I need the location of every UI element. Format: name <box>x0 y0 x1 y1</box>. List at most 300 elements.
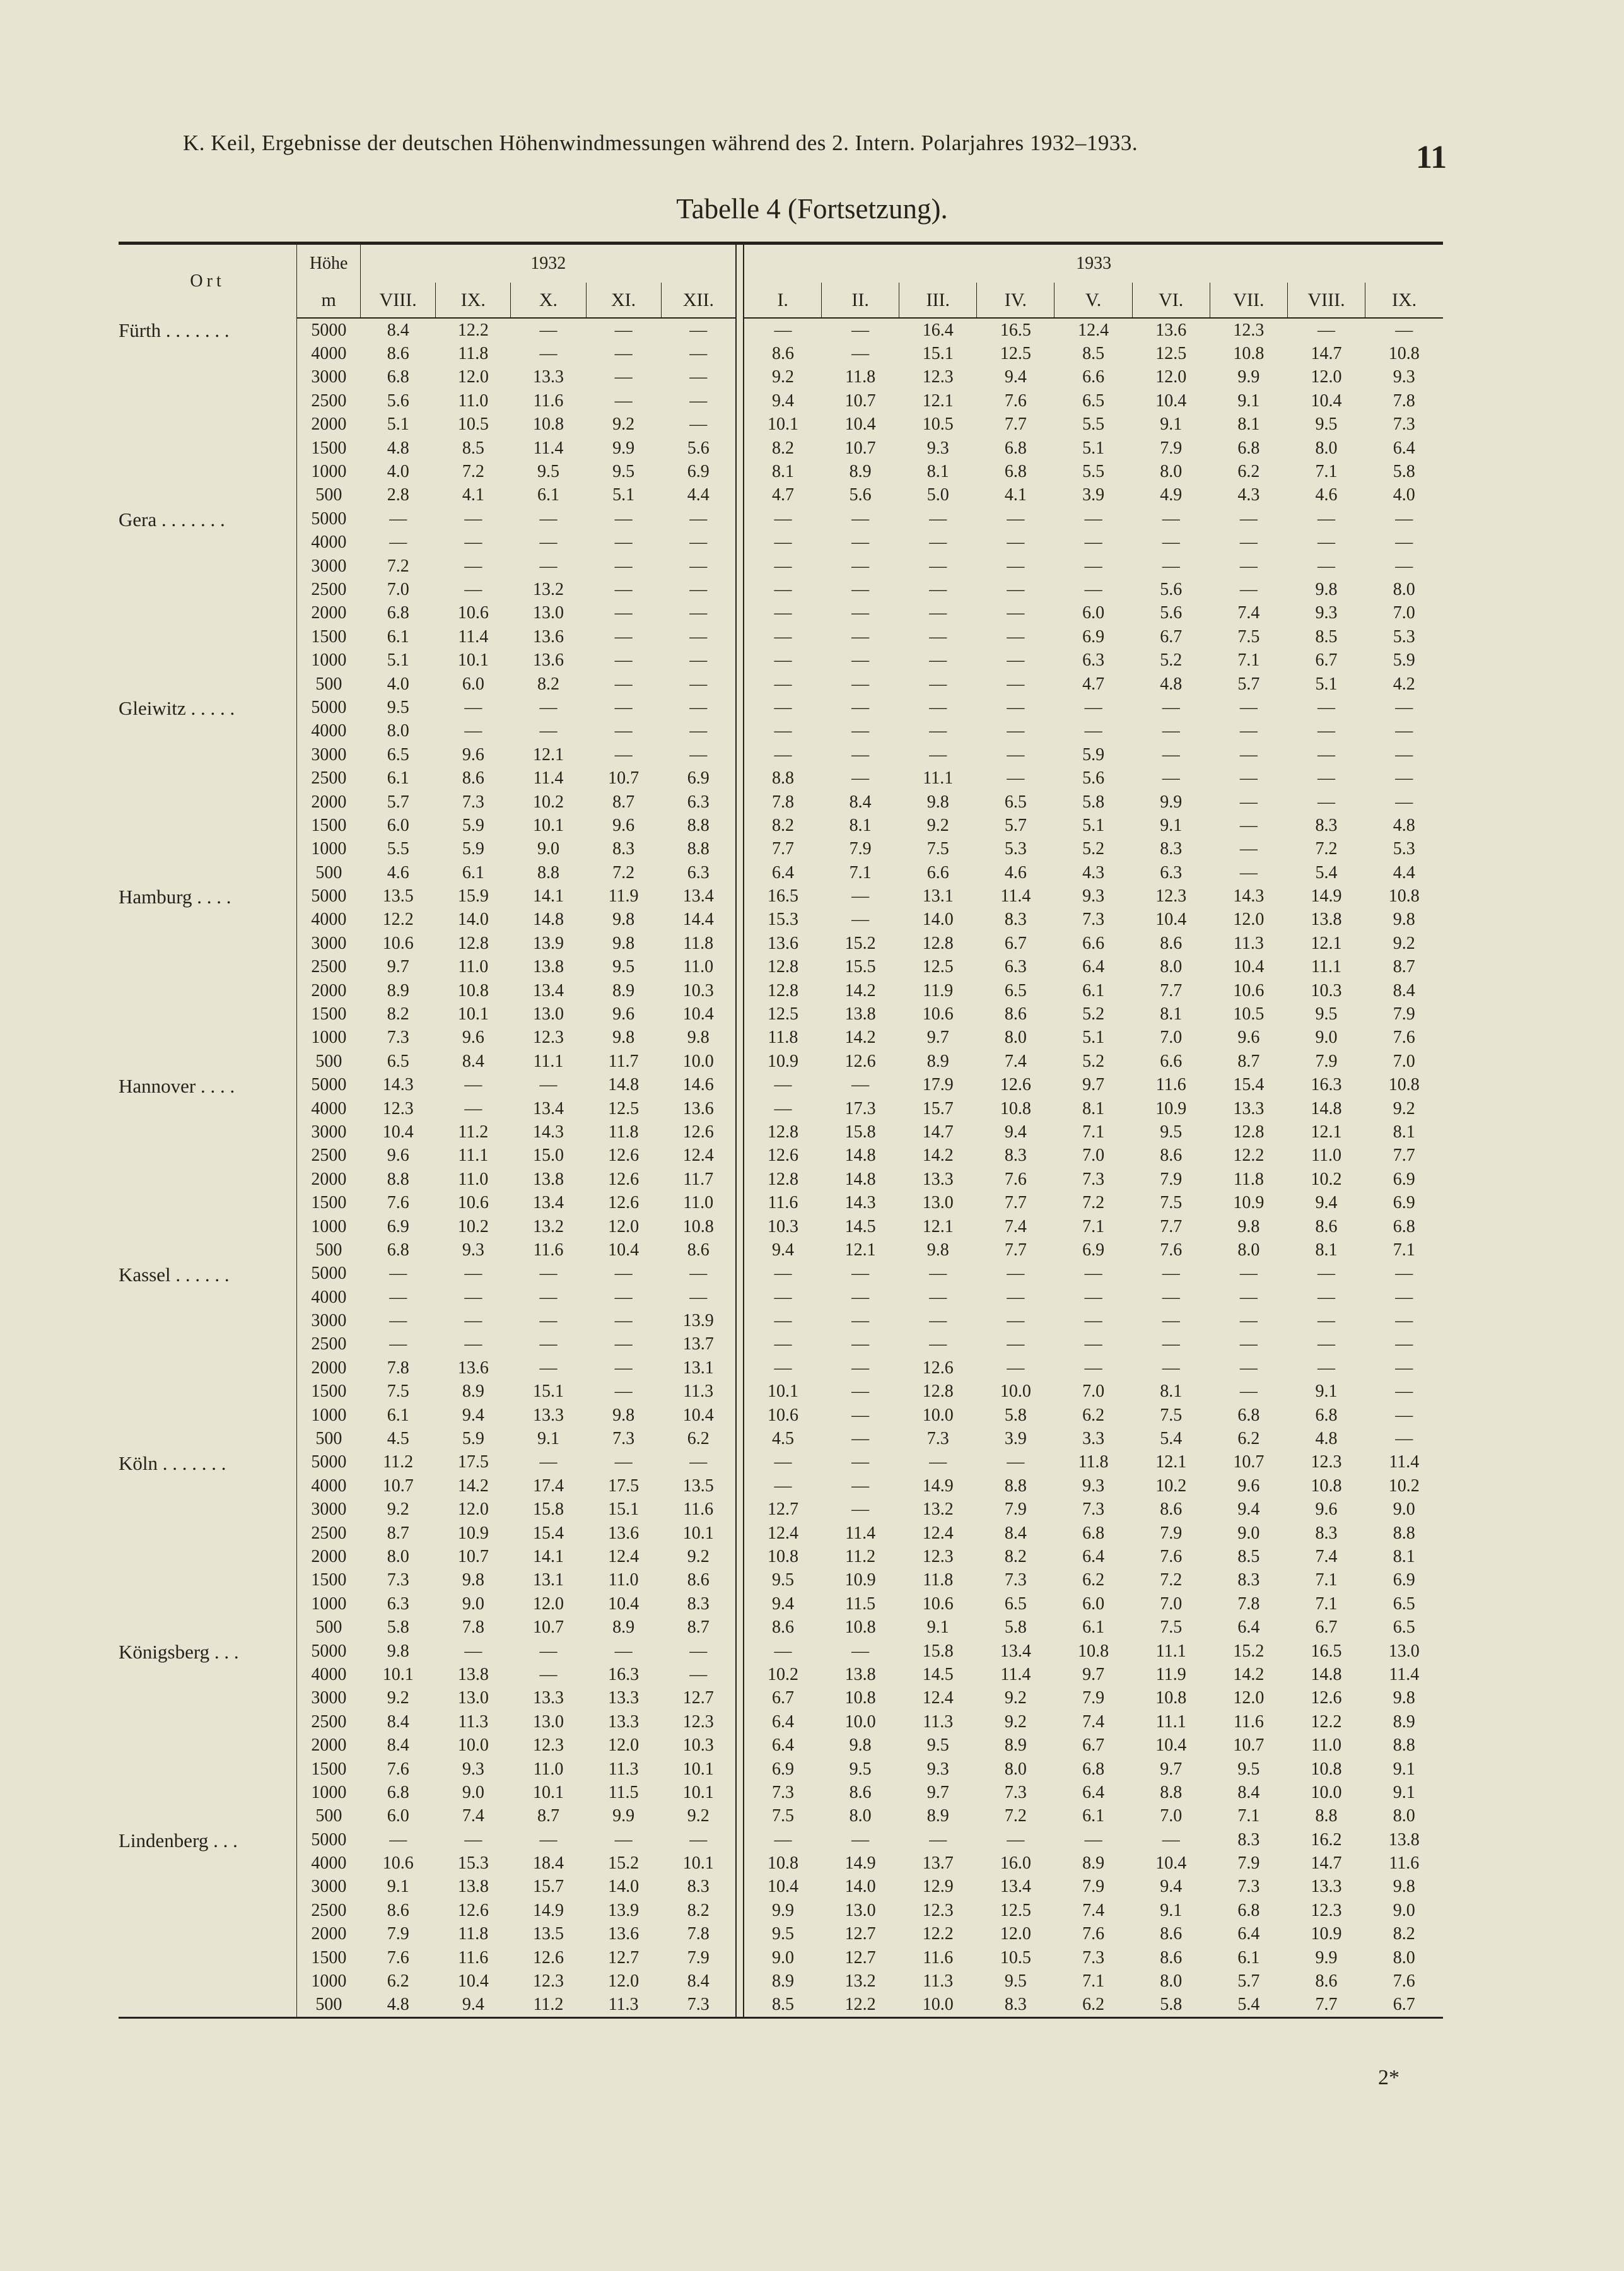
value-cell: 7.3 <box>462 792 484 812</box>
year-separator-cell <box>736 437 744 460</box>
value-cell: — <box>389 1287 407 1307</box>
value-cell: 9.7 <box>1082 1664 1105 1684</box>
value-cell: 12.6 <box>844 1051 876 1071</box>
altitude-cell: 2500 <box>297 766 361 790</box>
value-cell: 6.9 <box>687 768 710 789</box>
value-cell: 13.0 <box>532 603 564 623</box>
value-cell: — <box>1162 1334 1180 1354</box>
value-cell: 11.3 <box>458 1711 489 1732</box>
value-cell: 13.3 <box>532 367 564 387</box>
value-cell: 9.0 <box>771 1947 794 1968</box>
value-cell: — <box>851 1405 870 1425</box>
value-cell: 14.8 <box>844 1146 876 1166</box>
value-cell: — <box>539 344 558 364</box>
table-row <box>119 1616 1443 1639</box>
value-cell: 8.3 <box>687 1593 710 1614</box>
altitude-cell: 1500 <box>297 1946 361 1969</box>
value-cell: — <box>774 1829 792 1850</box>
value-cell: 14.9 <box>922 1476 954 1496</box>
altitude-cell: 5000 <box>297 1451 361 1474</box>
value-cell: 13.2 <box>844 1971 876 1992</box>
value-cell: 6.8 <box>1004 438 1027 458</box>
value-cell: 7.5 <box>1160 1405 1183 1425</box>
value-cell: 12.0 <box>608 1971 640 1992</box>
value-cell: — <box>1162 721 1180 741</box>
value-cell: — <box>1162 768 1180 789</box>
value-cell: 6.4 <box>1082 957 1105 977</box>
value-cell: 9.5 <box>612 462 635 482</box>
table-row <box>119 1474 1443 1498</box>
value-cell: — <box>851 697 870 717</box>
value-cell: 10.5 <box>457 414 489 435</box>
value-cell: 14.8 <box>532 910 564 930</box>
value-cell: 8.4 <box>387 320 409 340</box>
value-cell: — <box>851 768 870 789</box>
value-cell: 10.2 <box>1311 1169 1342 1189</box>
altitude-cell: 2000 <box>297 1734 361 1757</box>
value-cell: — <box>689 532 708 553</box>
table-row <box>119 1050 1443 1073</box>
value-cell: 7.9 <box>1082 1877 1105 1897</box>
value-cell: 13.6 <box>457 1358 489 1378</box>
value-cell: 10.5 <box>1233 1004 1265 1024</box>
value-cell: 17.4 <box>532 1476 564 1496</box>
value-cell: 8.6 <box>1315 1971 1338 1992</box>
value-cell: 4.3 <box>1237 485 1260 505</box>
value-cell: 9.6 <box>1237 1476 1260 1496</box>
value-cell: 10.4 <box>682 1004 714 1024</box>
value-cell: — <box>389 1311 407 1331</box>
value-cell: 7.9 <box>1315 1051 1338 1071</box>
value-cell: 8.6 <box>462 768 484 789</box>
value-cell: 12.5 <box>1000 344 1031 364</box>
value-cell: 7.3 <box>926 1429 949 1449</box>
value-cell: 6.6 <box>1082 933 1105 953</box>
value-cell: — <box>464 1311 482 1331</box>
value-cell: 8.6 <box>1160 1924 1183 1944</box>
value-cell: 12.8 <box>922 933 954 953</box>
altitude-cell: 2000 <box>297 790 361 814</box>
value-cell: 11.6 <box>683 1499 714 1520</box>
value-cell: — <box>851 1311 870 1331</box>
value-cell: — <box>929 1264 947 1284</box>
value-cell: — <box>464 556 482 576</box>
value-cell: 5.9 <box>462 839 484 859</box>
value-cell: — <box>1395 744 1413 765</box>
value-cell: 12.5 <box>767 1004 798 1024</box>
value-cell: 7.3 <box>1082 1499 1105 1520</box>
altitude-cell: 500 <box>297 861 361 884</box>
value-cell: 7.5 <box>771 1806 794 1826</box>
value-cell: 9.9 <box>612 438 635 458</box>
value-cell: 8.6 <box>1160 1499 1183 1520</box>
value-cell: 9.2 <box>687 1547 710 1566</box>
value-cell: 7.1 <box>1082 1216 1105 1236</box>
value-cell: 4.0 <box>387 462 409 482</box>
value-cell: — <box>851 1829 870 1850</box>
value-cell: 9.3 <box>1082 1476 1105 1496</box>
value-cell: — <box>539 532 558 553</box>
value-cell: 5.9 <box>462 1429 484 1449</box>
value-cell: 5.1 <box>612 485 635 505</box>
value-cell: 8.3 <box>1315 815 1338 835</box>
value-cell: 10.0 <box>1311 1782 1342 1802</box>
altitude-cell: 2500 <box>297 578 361 601</box>
value-cell: 5.8 <box>1004 1617 1027 1638</box>
value-cell: — <box>929 579 947 599</box>
value-cell: 12.0 <box>1233 910 1265 930</box>
value-cell: — <box>1239 697 1258 717</box>
value-cell: 2.8 <box>387 485 409 505</box>
year-separator-cell <box>736 1899 744 1922</box>
value-cell: — <box>1007 1287 1025 1307</box>
value-cell: 10.8 <box>1388 344 1420 364</box>
value-cell: — <box>1162 532 1180 553</box>
value-cell: 10.0 <box>457 1735 489 1756</box>
value-cell: 7.3 <box>687 1995 710 2015</box>
value-cell: 13.4 <box>1000 1877 1031 1897</box>
value-cell: 8.0 <box>1160 462 1183 482</box>
value-cell: — <box>1084 1358 1102 1378</box>
value-cell: 13.8 <box>1311 910 1342 930</box>
value-cell: 5.6 <box>1160 603 1183 623</box>
value-cell: 7.5 <box>926 839 949 859</box>
value-cell: 13.4 <box>532 980 564 1001</box>
year-separator-cell <box>736 1026 744 1050</box>
value-cell: — <box>1007 1829 1025 1850</box>
value-cell: 6.0 <box>387 1806 409 1826</box>
value-cell: 10.0 <box>922 1995 954 2015</box>
value-cell: 11.1 <box>1155 1711 1186 1732</box>
value-cell: — <box>1162 1264 1180 1284</box>
value-cell: 6.1 <box>1082 1617 1105 1638</box>
altitude-cell: 2000 <box>297 1545 361 1568</box>
value-cell: 9.8 <box>612 910 635 930</box>
value-cell: 10.3 <box>682 1735 714 1756</box>
table-row <box>119 1851 1443 1875</box>
value-cell: — <box>851 1452 870 1472</box>
value-cell: 8.9 <box>771 1971 794 1992</box>
year-separator-cell <box>736 1309 744 1332</box>
value-cell: 3.3 <box>1082 1429 1105 1449</box>
value-cell: — <box>1007 532 1025 553</box>
value-cell: 8.5 <box>1315 626 1338 647</box>
value-cell: 15.3 <box>457 1853 489 1874</box>
header-row-years <box>119 244 1443 283</box>
altitude-cell: 4000 <box>297 1097 361 1120</box>
value-cell: 5.8 <box>1393 462 1415 482</box>
value-cell: 10.8 <box>1078 1641 1109 1661</box>
value-cell: 4.8 <box>1393 815 1415 835</box>
value-cell: 10.6 <box>382 1853 414 1874</box>
value-cell: 16.5 <box>1311 1641 1342 1661</box>
value-cell: 12.1 <box>1311 933 1342 953</box>
value-cell: 9.0 <box>462 1593 484 1614</box>
value-cell: — <box>1007 674 1025 694</box>
table-row <box>119 1168 1443 1191</box>
year-1932-header: 1932 <box>361 244 737 283</box>
value-cell: 9.0 <box>1393 1499 1415 1520</box>
value-cell: — <box>539 508 558 529</box>
altitude-cell: 2000 <box>297 1923 361 1946</box>
value-cell: — <box>851 1499 870 1520</box>
value-cell: 11.8 <box>683 933 714 953</box>
value-cell: — <box>614 1382 633 1402</box>
value-cell: 9.2 <box>687 1806 710 1826</box>
station-name: Königsberg . . . <box>119 1640 239 1663</box>
year-separator-cell <box>736 1215 744 1238</box>
table-row <box>119 1993 1443 2018</box>
value-cell: — <box>1395 1311 1413 1331</box>
value-cell: — <box>929 1287 947 1307</box>
value-cell: 9.1 <box>1393 1782 1415 1802</box>
table-row <box>119 1286 1443 1309</box>
value-cell: — <box>1317 744 1336 765</box>
value-cell: — <box>774 721 792 741</box>
value-cell: 10.4 <box>1155 1735 1187 1756</box>
value-cell: — <box>689 1287 708 1307</box>
value-cell: — <box>464 1829 482 1850</box>
year-separator-cell <box>736 1663 744 1686</box>
value-cell: 13.8 <box>532 957 564 977</box>
value-cell: 12.3 <box>1233 320 1265 340</box>
value-cell: 6.0 <box>462 674 484 694</box>
value-cell: 13.7 <box>922 1853 954 1874</box>
value-cell: 15.0 <box>532 1146 564 1166</box>
value-cell: 7.8 <box>1237 1593 1260 1614</box>
value-cell: 6.5 <box>1004 980 1027 1001</box>
value-cell: 12.0 <box>1311 367 1342 387</box>
value-cell: 8.2 <box>687 1900 710 1920</box>
value-cell: — <box>929 508 947 529</box>
value-cell: 12.1 <box>1311 1122 1342 1142</box>
value-cell: 11.3 <box>1233 933 1264 953</box>
station-name: Lindenberg . . . <box>119 1829 238 1851</box>
value-cell: — <box>464 1075 482 1095</box>
table-row <box>119 1734 1443 1757</box>
value-cell: 13.0 <box>532 1711 564 1732</box>
table-row <box>119 1899 1443 1922</box>
value-cell: 12.0 <box>1155 367 1187 387</box>
value-cell: 8.3 <box>1160 839 1183 859</box>
value-cell: — <box>539 1334 558 1354</box>
value-cell: 8.4 <box>687 1971 710 1992</box>
value-cell: 7.5 <box>387 1382 409 1402</box>
value-cell: 7.2 <box>1082 1193 1105 1213</box>
value-cell: 14.2 <box>844 980 876 1001</box>
value-cell: 10.8 <box>532 414 564 435</box>
value-cell: 12.8 <box>767 957 798 977</box>
value-cell: 7.6 <box>1393 1028 1415 1048</box>
value-cell: 10.4 <box>382 1122 414 1142</box>
value-cell: — <box>774 1641 792 1661</box>
value-cell: 6.7 <box>1004 933 1027 953</box>
value-cell: 6.8 <box>1393 1216 1415 1236</box>
value-cell: 10.1 <box>532 1782 564 1802</box>
value-cell: 8.9 <box>1004 1735 1027 1756</box>
value-cell: — <box>614 721 633 741</box>
year-separator-cell <box>736 790 744 814</box>
value-cell: — <box>539 1641 558 1661</box>
value-cell: 14.7 <box>922 1122 954 1142</box>
value-cell: — <box>389 1829 407 1850</box>
value-cell: 8.9 <box>1082 1853 1105 1874</box>
value-cell: 14.3 <box>844 1193 876 1213</box>
value-cell: 6.9 <box>387 1216 409 1236</box>
year-separator-cell <box>736 460 744 483</box>
table-title: Tabelle 4 (Fortsetzung). <box>676 193 948 225</box>
year-separator-cell <box>736 1923 744 1946</box>
table-row <box>119 1191 1443 1214</box>
table-row <box>119 460 1443 483</box>
value-cell: — <box>1084 556 1102 576</box>
value-cell: 8.8 <box>1393 1523 1415 1543</box>
altitude-cell: 5000 <box>297 1640 361 1663</box>
value-cell: 6.7 <box>771 1688 794 1708</box>
value-cell: 12.4 <box>767 1523 798 1543</box>
table-row <box>119 366 1443 389</box>
value-cell: — <box>1239 508 1258 529</box>
altitude-cell: 500 <box>297 1616 361 1639</box>
value-cell: 13.3 <box>922 1169 954 1189</box>
value-cell: 11.0 <box>533 1759 564 1779</box>
value-cell: 7.2 <box>462 462 484 482</box>
value-cell: 11.6 <box>923 1947 954 1968</box>
altitude-cell: 500 <box>297 484 361 507</box>
value-cell: 10.6 <box>922 1593 954 1614</box>
value-cell: 7.4 <box>1237 603 1260 623</box>
altitude-cell: 1500 <box>297 814 361 837</box>
value-cell: 10.6 <box>922 1004 954 1024</box>
value-cell: 10.1 <box>682 1759 714 1779</box>
value-cell: — <box>1007 1452 1025 1472</box>
value-cell: — <box>774 697 792 717</box>
value-cell: 6.3 <box>1004 957 1027 977</box>
value-cell: — <box>851 1075 870 1095</box>
value-cell: 5.0 <box>926 485 949 505</box>
value-cell: 6.5 <box>1004 1593 1027 1614</box>
value-cell: 11.0 <box>1311 1146 1342 1166</box>
altitude-cell: 3000 <box>297 366 361 389</box>
value-cell: — <box>1162 556 1180 576</box>
value-cell: 6.3 <box>687 862 710 883</box>
value-cell: 13.6 <box>532 650 564 671</box>
value-cell: 7.4 <box>1082 1711 1105 1732</box>
value-cell: 12.6 <box>608 1193 640 1213</box>
table-row <box>119 838 1443 861</box>
value-cell: — <box>614 697 633 717</box>
value-cell: 5.6 <box>1082 768 1105 789</box>
value-cell: 7.3 <box>771 1782 794 1802</box>
value-cell: 14.1 <box>532 1547 564 1566</box>
value-cell: 9.2 <box>771 367 794 387</box>
value-cell: 6.4 <box>1082 1547 1105 1566</box>
value-cell: 12.3 <box>1311 1452 1342 1472</box>
value-cell: — <box>614 1334 633 1354</box>
value-cell: 12.6 <box>532 1947 564 1968</box>
value-cell: 7.2 <box>387 556 409 576</box>
month-header-1933: III. <box>899 283 977 318</box>
value-cell: 12.3 <box>532 1028 564 1048</box>
value-cell: 14.2 <box>1233 1664 1265 1684</box>
value-cell: 11.4 <box>1389 1452 1420 1472</box>
value-cell: — <box>851 1264 870 1284</box>
value-cell: — <box>1007 508 1025 529</box>
value-cell: 10.1 <box>682 1523 714 1543</box>
year-separator-cell <box>736 1262 744 1286</box>
year-1933-header: 1933 <box>1076 254 1112 273</box>
value-cell: 8.0 <box>1393 1947 1415 1968</box>
value-cell: — <box>929 603 947 623</box>
value-cell: 4.8 <box>1315 1429 1338 1449</box>
table-row <box>119 578 1443 601</box>
value-cell: 7.9 <box>687 1947 710 1968</box>
value-cell: 14.9 <box>532 1900 564 1920</box>
year-separator-cell <box>736 932 744 955</box>
value-cell: 8.9 <box>926 1806 949 1826</box>
value-cell: 11.1 <box>923 768 954 789</box>
value-cell: — <box>464 1264 482 1284</box>
value-cell: 14.9 <box>844 1853 876 1874</box>
value-cell: 12.6 <box>1311 1688 1342 1708</box>
month-header-1933: I. <box>744 283 821 318</box>
value-cell: 9.9 <box>1315 1947 1338 1968</box>
value-cell: 9.3 <box>926 1759 949 1779</box>
altitude-cell: 1500 <box>297 1569 361 1592</box>
value-cell: 9.0 <box>1393 1900 1415 1920</box>
value-cell: 7.7 <box>771 839 794 859</box>
value-cell: 8.8 <box>1160 1782 1183 1802</box>
value-cell: 10.8 <box>767 1547 798 1566</box>
value-cell: 15.2 <box>844 933 876 953</box>
value-cell: — <box>539 1358 558 1378</box>
value-cell: 6.4 <box>771 862 794 883</box>
value-cell: 11.1 <box>533 1051 564 1071</box>
value-cell: 10.8 <box>1311 1476 1342 1496</box>
value-cell: 6.9 <box>1082 1240 1105 1260</box>
altitude-cell: 1500 <box>297 1002 361 1026</box>
value-cell: 6.3 <box>1082 650 1105 671</box>
value-cell: 13.4 <box>532 1098 564 1118</box>
year-separator-cell <box>736 531 744 555</box>
table-row <box>119 318 1443 342</box>
value-cell: 8.6 <box>1160 933 1183 953</box>
table-row <box>119 884 1443 908</box>
value-cell: 16.2 <box>1311 1829 1342 1850</box>
value-cell: — <box>1162 1287 1180 1307</box>
table-row <box>119 625 1443 648</box>
value-cell: 13.3 <box>608 1711 640 1732</box>
value-cell: 6.4 <box>1393 438 1415 458</box>
value-cell: 10.3 <box>767 1216 798 1236</box>
value-cell: 10.4 <box>1155 1853 1187 1874</box>
value-cell: 12.0 <box>1233 1688 1265 1708</box>
year-separator-cell <box>736 555 744 578</box>
altitude-cell: 3000 <box>297 1875 361 1899</box>
altitude-cell: 500 <box>297 1238 361 1262</box>
value-cell: 7.1 <box>1315 1570 1338 1590</box>
month-header-1933: V. <box>1054 283 1132 318</box>
value-cell: 10.8 <box>1233 344 1265 364</box>
value-cell: 8.2 <box>771 815 794 835</box>
page-number: 11 <box>1416 139 1447 175</box>
value-cell: 6.3 <box>687 792 710 812</box>
value-cell: 8.0 <box>387 1547 409 1566</box>
value-cell: 9.1 <box>537 1429 559 1449</box>
value-cell: 9.4 <box>771 1593 794 1614</box>
value-cell: 11.6 <box>458 1947 489 1968</box>
year-separator-cell <box>736 766 744 790</box>
